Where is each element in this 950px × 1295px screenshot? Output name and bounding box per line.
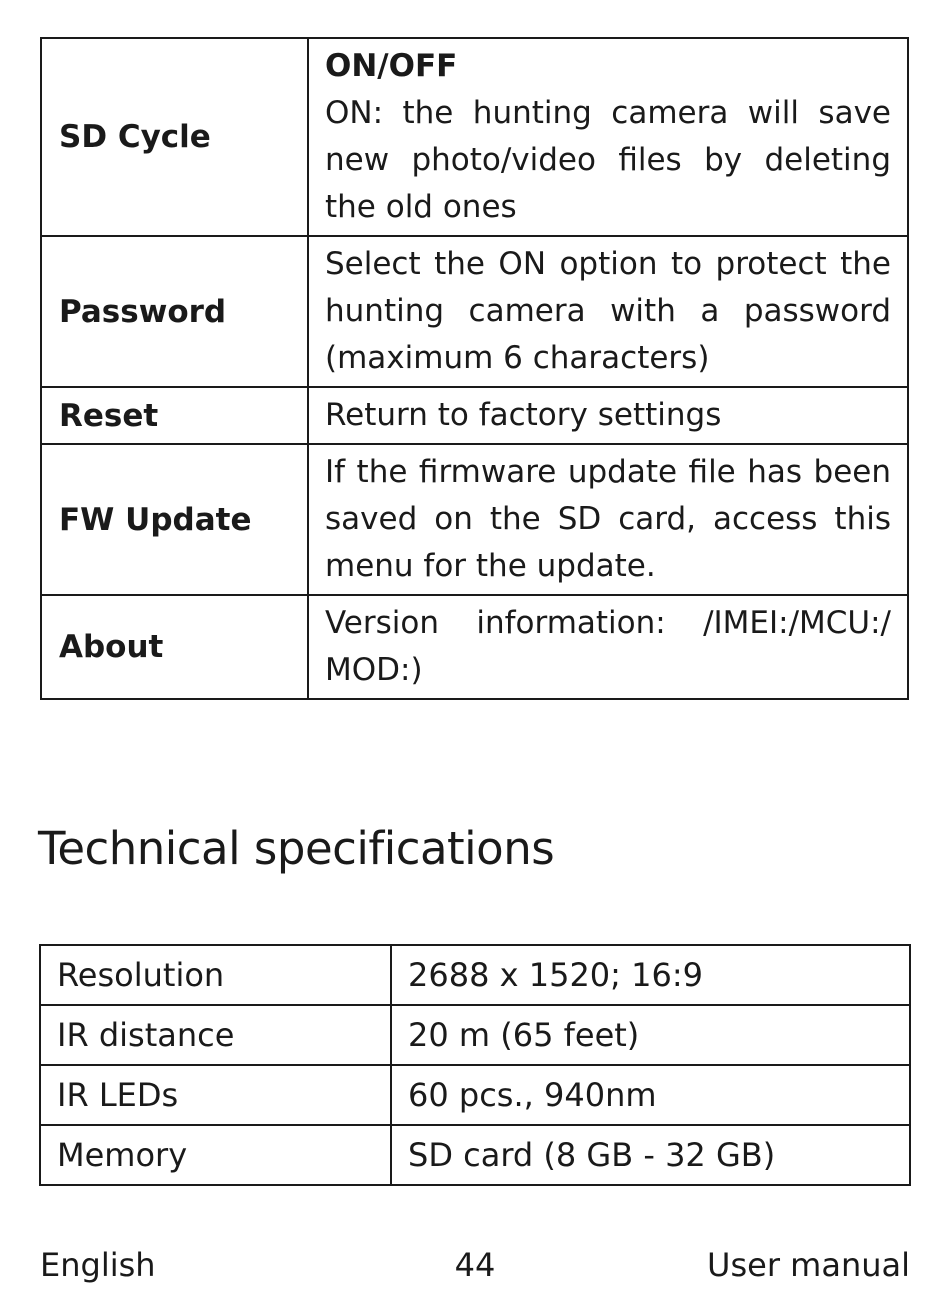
table-row	[40, 945, 910, 1005]
setting-description-text: ON: the hunting camera will save new photo/video files by deleting the old ones	[325, 95, 891, 225]
spec-value: 20 m (65 feet)	[391, 1005, 910, 1065]
setting-description: Return to factory settings	[308, 387, 908, 444]
settings-menu-table	[40, 37, 909, 700]
spec-key: IR LEDs	[40, 1065, 391, 1125]
setting-label: SD Cycle	[41, 38, 308, 236]
table-row	[41, 595, 908, 699]
setting-description: Select the ON option to protect the hunting camera with a password (maximum 6 characters)	[308, 236, 908, 387]
spec-value: SD card (8 GB - 32 GB)	[391, 1125, 910, 1185]
setting-label: Password	[41, 236, 308, 387]
setting-label: FW Update	[41, 444, 308, 595]
footer-language: English	[40, 1246, 156, 1284]
setting-label: Reset	[41, 387, 308, 444]
setting-description	[308, 38, 908, 236]
specifications-table	[39, 944, 911, 1186]
setting-description: If the firmware update file has been saved on the SD card, access this menu for the update.	[308, 444, 908, 595]
setting-option-title: ON/OFF	[325, 48, 458, 84]
footer-document-title: User manual	[707, 1246, 910, 1284]
spec-value: 2688 x 1520; 16:9	[391, 945, 910, 1005]
spec-key: Resolution	[40, 945, 391, 1005]
table-row	[40, 1005, 910, 1065]
page-number: 44	[454, 1246, 496, 1284]
spec-key: IR distance	[40, 1005, 391, 1065]
table-row	[41, 38, 908, 236]
spec-key: Memory	[40, 1125, 391, 1185]
section-heading: Technical specifications	[38, 822, 555, 875]
table-row	[41, 387, 908, 444]
spec-value: 60 pcs., 940nm	[391, 1065, 910, 1125]
table-row	[41, 236, 908, 387]
table-row	[40, 1125, 910, 1185]
table-row	[40, 1065, 910, 1125]
setting-label: About	[41, 595, 308, 699]
setting-description: Version information: /IMEI:/MCU:/ MOD:)	[308, 595, 908, 699]
table-row	[41, 444, 908, 595]
